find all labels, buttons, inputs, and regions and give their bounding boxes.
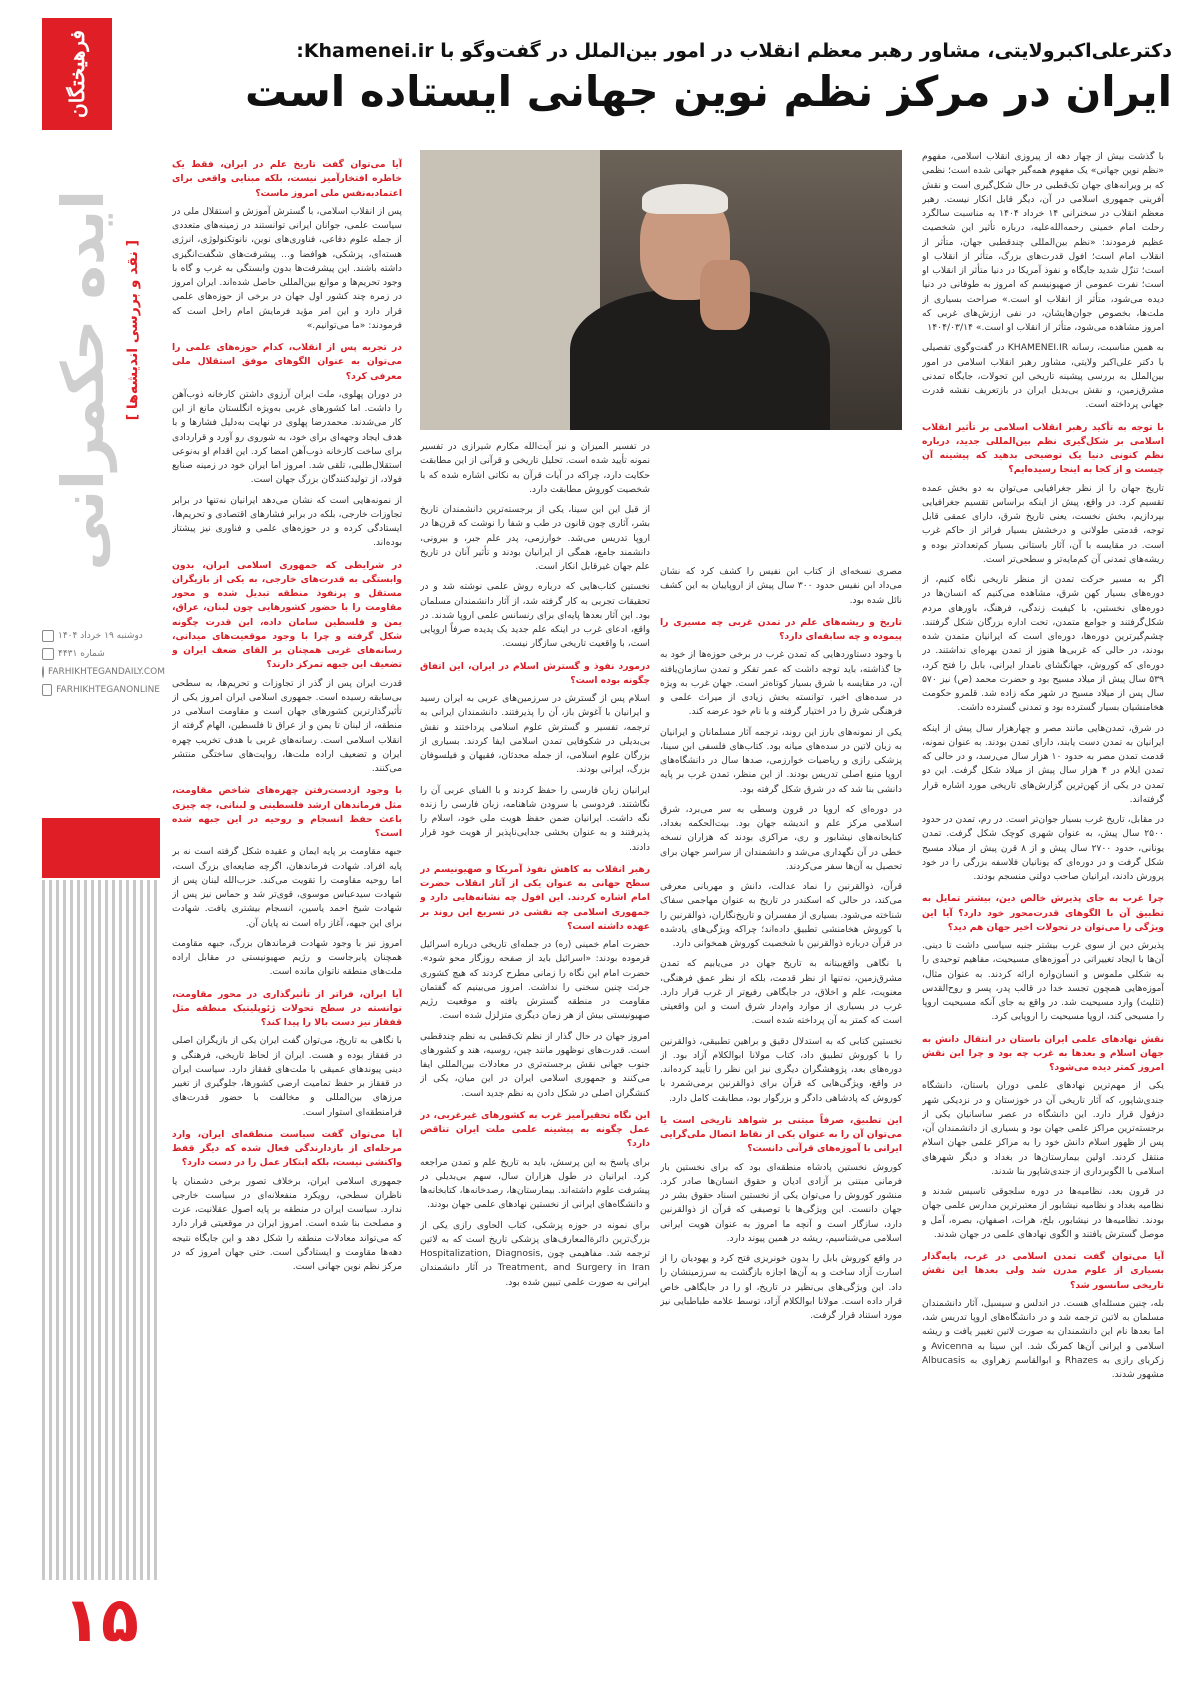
question-heading: آیا می‌توان گفت سیاست منطقه‌ای ایران، وارد مرحله‌ای از بازدارندگی فعال شده که دیگر قفط واکنشی نیست، بلکه ابتکار عمل را در دست دارد؟ — [172, 1128, 402, 1169]
question-heading: تاریخ و ریشه‌های علم در تمدن غربی چه مسیری را پیموده و چه سابقه‌ای دارد؟ — [660, 616, 902, 642]
paragraph: در مقابل، تاریخ غرب بسیار جوان‌تر است. در رم، تمدن در حدود ۲۵۰۰ سال پیش، به عنوان شهری کوچک شکل گرفت. تمدن یونانی، حدود ۲۷۰۰ سال پیش و از ۸ قرن پیش از میلاد مسیح شکل گرفت و در دوره‌ای که یونانیان فلاسفه بزرگی را در خود پرورش دادند، ایرانیان صاحب دولتی منسجم بودند. — [922, 814, 1164, 882]
paragraph: در دوره‌ای که اروپا در قرون وسطی به سر می‌برد، شرق اسلامی مرکز علم و اندیشه جهان بود. بیت‌الحکمه بغداد، کتابخانه‌های نیشابور و ری، مراکزی بودند که هزاران نسخه خطی در آن نگهداری می‌شد و دانشمندان از سراسر جهان برای تحصیل به آن‌ها سفر می‌کردند. — [660, 803, 902, 872]
striped-decoration — [42, 880, 160, 1650]
question-heading: با وجود ازدست‌رفتن چهره‌های شاخص مقاومت، مثل فرماندهان ارشد فلسطینی و لبنانی، چه چیزی باعث حفظ انسجام و روحیه در این جبهه شده است؟ — [172, 785, 402, 839]
paragraph: یکی از مهم‌ترین نهادهای علمی دوران باستان، دانشگاه جندی‌شاپور، که آثار تاریخی آن در خوزستان و در نزدیکی شهر دزفول قرار دارد. این دانشگاه در عصر ساسانیان یکی از برجسته‌ترین مراکز علمی جهان بود و بسیاری از دانشمندان آن، پس از ظهور اسلام دانش خود را به مراکز علمی جهان اسلام منتقل کردند. اولین بیمارستان‌ها در بغداد و دیگر شهرهای اسلامی با الگوبرداری از جندی‌شاپور بنا شدند. — [922, 1080, 1164, 1177]
paragraph: جبهه مقاومت بر پایه ایمان و عقیده شکل گرفته است نه بر پایه افراد. شهادت فرماندهان، اگرچه ضایعه‌ای بزرگ است، اما روحیه مقاومت را تقویت می‌کند. حزب‌الله لبنان پس از شهادت سیدعباس موسوی، قوی‌تر شد و حماس نیز پس از شهادت شیخ احمد یاسین، انسجام بیشتری یافت. شهادت برای این جبهه، آغاز راه است نه پایان آن. — [172, 846, 402, 929]
paragraph: یکی از نمونه‌های بارز این روند، ترجمه آثار مسلمانان و ایرانیان به زبان لاتین در سده‌های میانه بود. کتاب‌های فلسفی ابن سینا، پزشکی رازی و ریاضیات خوارزمی، صدها سال در دانشگاه‌های اروپا منبع اصلی تدریس بودند. از این منظر، تمدن غرب بر پایه دانشی بنا شد که در شرق شکل گرفته بود. — [660, 726, 902, 795]
article-kicker: دکترعلی‌اکبرولایتی، مشاور رهبر معظم انقلاب در امور بین‌الملل در گفت‌وگو با Khamenei.ir: — [296, 40, 1172, 62]
calendar-icon — [42, 630, 54, 642]
paragraph: از نمونه‌هایی است که نشان می‌دهد ایرانیان نه‌تنها در برابر تجاوزات خارجی، بلکه در برابر فشارهای اقتصادی و تحریم‌ها، ایستادگی کرده و در حوزه‌های علمی و فناوری نیز پیشتاز بوده‌اند. — [172, 494, 402, 549]
question-heading: در شرایطی که جمهوری اسلامی ایران، بدون وابستگی به قدرت‌های خارجی، به یکی از بازیگران مستقل و پرنفوذ منطقه تبدیل شده و محور مقاومت را با حضور کشورهایی چون لبنان، عراق، یمن و فلسطین سامان داده، این قدرت چگونه شکل گرفته و چرا با وجود موقعیت‌های میدانی، رسانه‌های غربی همچنان بر القای ضعف ایران و تضعیف این جبهه تمرکز دارند؟ — [172, 559, 402, 671]
paragraph: اگر به مسیر حرکت تمدن از منظر تاریخی نگاه کنیم، از دوره‌های بسیار کهن شرق، مشاهده می‌کنیم که انسان‌ها در دوره‌های نخستین، با کیفیت زندگی، فرهنگ، باورهای مردم شکل‌گرفتند و جوامع متمدن، تحت اداره بزرگان شکل گرفتند. چشم‌گیرترین دوره‌ها، دوره‌ای است که ایرانیان متمدن شده بودند، در حالی که غربی‌ها هنوز از تمدن بهره‌ای نداشتند. در دوره‌ای که کوروش، جهانگشای نامدار ایرانی، بابل را فتح کرد، ۵۳۹ سال پیش از میلاد مسیح بود و حضرت محمد (ص) نیز ۵۷۰ سال پس از میلاد مسیح در شهر مکه زاده شد. قلمرو حکومت هخامنشیان بسیار گسترده بود و تمدنی گسترده داشت. — [922, 574, 1164, 714]
article-column-2 — [660, 565, 902, 1670]
document-icon — [42, 648, 54, 660]
question-heading: آیا می‌توان گفت تمدن اسلامی در غرب، پایه‌گذار بسیاری از علوم مدرن شد ولی بعدها این نقش تاریخی سانسور شد؟ — [922, 1251, 1164, 1291]
paragraph: قرآن، ذوالقرنین را نماد عدالت، دانش و مهربانی معرفی می‌کند، در حالی که اسکندر در تاریخ به عنوان مهاجمی سفاک شناخته می‌شود. بسیاری از مفسران و تاریخ‌نگاران، ذوالقرنین را با کوروش هخامنشی تطبیق داده‌اند؛ چراکه ویژگی‌های یادشده در قرآن درباره ذوالقرنین با شخصیت کوروش همخوانی دارد. — [660, 881, 902, 949]
website-link[interactable]: FARHIKHTEGANDAILY.COM — [48, 667, 165, 677]
paragraph: نخستین کتاب‌هایی که درباره روش علمی نوشته شد و در تحقیقات تجربی به کار گرفته شد، از آثار دانشمندان مسلمان بود. این آثار بعدها پایه‌ای برای رنسانس علمی اروپا شدند. در واقع، ادعای غرب در اینکه علم جدید یک پدیده صرفاً اروپایی است، با واقعیت تاریخی سازگار نیست. — [420, 581, 650, 650]
issue-date: دوشنبه ۱۹ خرداد ۱۴۰۴ — [58, 631, 143, 641]
section-subtitle — [120, 190, 146, 470]
issue-number: شماره ۴۴۳۱ — [58, 649, 105, 659]
paragraph: جمهوری اسلامی ایران، برخلاف تصور برخی دشمنان یا ناظران سطحی، رویکرد منفعلانه‌ای در سیاست خارجی ندارد. سیاست ایران در منطقه بر پایه اصول عقلانیت، عزت و مصلحت بنا شده است. امروز ایران در موقعیتی قرار دارد که می‌تواند معادلات منطقه را شکل دهد و این جایگاه نتیجه دهه‌ها مقاومت و ایستادگی است. حتی جهان امروز که در مرکز نظم نوین جهانی است. — [172, 1175, 402, 1272]
logo-text: فرهیختگان — [65, 30, 89, 118]
paragraph: امروز جهان در حال گذار از نظم تک‌قطبی به نظم چندقطبی است. قدرت‌های نوظهور مانند چین، روسیه، هند و کشورهای جنوب جهانی نقش برجسته‌تری در معادلات بین‌المللی ایفا می‌کنند و جمهوری اسلامی ایران در این میان، یکی از کنشگران اصلی در شکل دادن به نظم جدید است. — [420, 1030, 650, 1099]
paragraph: در قرون بعد، نظامیه‌ها در دوره سلجوقی تاسیس شدند و نظامیه بغداد و نظامیه نیشابور از معتبرترین مدارس علمی جهان بودند. نظامیه‌ها در نیشابور، بلخ، هرات، اصفهان، بصره، آمل و موصل گسترش یافتند و الگوی نهادهای علمی در جهان شدند. — [922, 1186, 1164, 1240]
question-heading: این نگاه تحقیرآمیز غرب به کشورهای غیرغربی، در عمل چگونه به پیشینه علمی ملت ایران تناقض دارد؟ — [420, 1109, 650, 1150]
article-photo — [420, 150, 902, 430]
section-subtitle-text: [ نقد و بررسی اندیشه‌ها ] — [125, 239, 141, 421]
question-heading: این تطبیق، صرفاً مبتنی بر شواهد تاریخی است یا می‌توان آن را به عنوان یکی از نقاط اتصال ملی‌گرایی ایرانی با آموزه‌های قرآنی دانست؟ — [660, 1114, 902, 1155]
paragraph: در واقع کوروش بابل را بدون خونریزی فتح کرد و یهودیان را از اسارت آزاد ساخت و به آن‌ها اجازه بازگشت به سرزمینشان را داد. این ویژگی‌های بی‌نظیر در تاریخ، او را در جایگاهی خاص قرار داده است. مولانا ابوالکلام آزاد، توسط علامه طباطبایی نیز مورد استناد قرار گرفت. — [660, 1253, 902, 1321]
paragraph: نخستین کتابی که به استدلال دقیق و براهین تطبیقی، ذوالقرنین را با کوروش تطبیق داد، کتاب مولانا ابوالکلام آزاد بود. از دوره‌های بعد، پژوهشگران دیگری نیز این نظر را تأیید کرده‌اند. در واقع، ویژگی‌هایی که قرآن برای ذوالقرنین برمی‌شمرد با کوروش که پادشاهی دادگر و بزرگوار بود، مطابقت کامل دارد. — [660, 1035, 902, 1104]
paragraph: پس از انقلاب اسلامی، با گسترش آموزش و استقلال ملی در سیاست علمی، جوانان ایرانی توانستند در زمینه‌های متعددی از جمله علوم دفاعی، فناوری‌های نوین، نانوتکنولوژی، انرژی هسته‌ای، پزشکی، هوافضا و... پیشرفت‌های شگفت‌انگیزی داشته باشند. این پیشرفت‌ها بدون وابستگی به غرب و گاه با وجود تحریم‌ها و موانع بین‌المللی حاصل شده‌اند. ایران امروز در زمره چند کشور اول جهان در برخی از حوزه‌های علمی قرار دارد و این امر مؤید فرمایش امام راحل است که فرمودند: «ما می‌توانیم.» — [172, 205, 402, 331]
social-icon — [42, 684, 52, 696]
paragraph: با گذشت بیش از چهار دهه از پیروزی انقلاب اسلامی، مفهوم «نظم نوین جهانی» یک مفهوم همه‌گیر جهانی شده است؛ نظمی که بر ویرانه‌های جهان تک‌قطبی در حال شکل‌گیری است و نقش آفرینی جمهوری اسلامی در آن، دیگر قابل انکار نیست. رهبر معظم انقلاب در سخنرانی ۱۴ خرداد ۱۴۰۴ به مناسبت سالگرد رحلت امام خمینی رحمه‌الله‌علیه، درباره تأثیر این شخصیت عظیم فرمودند: «نظم بین‌المللی چندقطبی جهان، متأثر از انقلاب امام است؛ افول قدرت‌های بزرگ، متأثر از انقلاب او است؛ تنزّل شدید جایگاه و نفوذ آمریکا در دنیا متأثر از انقلاب او است؛ نفرت عمومی از صهیونیسم که امروز به طوفانی در دنیا دیده می‌شود، متأثر از انقلاب او است.» صراحت بسیاری از ملت‌ها، بخصوص جوان‌هایشان، در نفی ارزش‌های غربی که امروز مشاهده می‌شود، متأثر از انقلاب او است.» ۱۴۰۴/۰۳/۱۴ — [922, 151, 1164, 333]
paragraph: برای پاسخ به این پرسش، باید به تاریخ علم و تمدن مراجعه کرد. ایرانیان در طول هزاران سال، سهم بی‌بدیلی در پیشرفت علوم داشته‌اند. بیمارستان‌ها، رصدخانه‌ها، کتابخانه‌ها و دانشگاه‌های ایرانی از نخستین نهادهای علمی جهان بودند. — [420, 1156, 650, 1211]
question-heading: چرا غرب به جای پذیرش خالص دین، بیشتر تمایل به تطبیق آن با الگوهای قدرت‌محور خود دارد؟ آیا این ویژگی را می‌توان در تحولات اخیر جهان هم دید؟ — [922, 893, 1164, 933]
question-heading: رهبر انقلاب به کاهش نفوذ آمریکا و صهیونیسم در سطح جهانی به عنوان یکی از آثار انقلاب حضرت امام اشاره کردند. این افول چه نشانه‌هایی دارد و جمهوری اسلامی چه نقشی در تسریع این روند بر عهده داشته است؟ — [420, 863, 650, 932]
paragraph: در دوران پهلوی، ملت ایران آرزوی داشتن کارخانه ذوب‌آهن را داشت. اما کشورهای غربی به‌ویژه انگلستان مانع از این کار می‌شدند. محمدرضا پهلوی در نهایت به‌دلیل فشارها و با هدف ایجاد وجهه‌ای برای خود، به شوروی رو آورد و قراردادی برای ساخت کارخانه ذوب‌آهن امضا کرد. این اقدام او به‌نوعی استقلال‌طلبی، تلقی شد. امروز اما ایران خود در زمینه صنایع فولاد، از تولیدکنندگان بزرگ جهان است. — [172, 388, 402, 486]
paragraph: اسلام پس از گسترش در سرزمین‌های عربی به ایران رسید و ایرانیان با آغوش باز، آن را پذیرفتند. دانشمندان ایرانی به ترجمه، تفسیر و گسترش علوم اسلامی پرداختند و نقش بی‌بدیلی در شکوفایی تمدن اسلامی ایفا کردند. بسیاری از بزرگان علوم اسلامی، از جمله محدثان، فقیهان و فیلسوفان بزرگ، ایرانی بودند. — [420, 693, 650, 776]
question-heading: آیا می‌توان گفت تاریخ علم در ایران، فقط یک خاطره افتخارآمیز نیست، بلکه مبنایی واقعی برای اعتمادبه‌نفس ملی امروز ماست؟ — [172, 159, 402, 199]
paragraph: به همین مناسبت، رسانه KHAMENEI.IR در گفت‌وگوی تفصیلی با دکتر علی‌اکبر ولایتی، مشاور رهبر انقلاب اسلامی در امور بین‌الملل به بررسی پیشینه تاریخی این تحولات، جایگاه تمدنی مشرق‌زمین، و نقش بی‌بدیل ایران در بازتعریف نقشه قدرت جهانی پرداخته است. — [922, 342, 1164, 411]
page-number: ۱۵ — [42, 1580, 160, 1660]
paragraph: در تفسیر المیزان و نیز آیت‌الله مکارم شیرازی در تفسیر نمونه تأیید شده است. تحلیل تاریخی و قرآنی از این مطابقت حکایت دارد، چراکه در آیات قرآن به نکاتی اشاره شده که با شخصیت کوروش مطابقت دارد. — [420, 441, 650, 495]
paragraph: از قبل این ابن سینا، یکی از برجسته‌ترین دانشمندان تاریخ بشر، آثاری چون قانون در طب و شفا را نوشت که قرن‌ها در اروپا تدریس می‌شد. خوارزمی، پدر علم جبر، و بیرونی، دانشمند جامع، همگی از ایرانیان بودند و تأثیر آنان در تاریخ علم جهان غیرقابل انکار است. — [420, 504, 650, 572]
paragraph: امروز نیز با وجود شهادت فرماندهان بزرگ، جبهه مقاومت همچنان پابرجاست و رژیم صهیونیستی در مقابل اراده ملت‌های منطقه ناتوان مانده است. — [172, 937, 402, 978]
question-heading: در تجربه پس از انقلاب، کدام حوزه‌های علمی را می‌توان به عنوان الگوهای موفق استقلال ملی معرفی کرد؟ — [172, 342, 402, 382]
article-column-3 — [420, 440, 650, 1670]
newspaper-logo[interactable] — [42, 18, 112, 130]
section-title — [48, 140, 118, 620]
paragraph: در شرق، تمدن‌هایی مانند مصر و چهارهزار سال پیش از اینکه ایرانیان به تمدن دست یابند، دارای تمدن بودند. به عنوان نمونه، قدمت تمدن مصر به حدود ۱۰ هزار سال می‌رسد، و در حالی که تمدن ایلام در ۴ هزار سال پیش از میلاد شکل گرفت. این دو تمدن در یکی از کهن‌ترین گزارش‌های تاریخی مورد اشاره قرار گرفته‌اند. — [922, 722, 1164, 805]
article-column-4 — [172, 150, 402, 1670]
paragraph: با وجود دستاوردهایی که تمدن غرب در برخی حوزه‌ها از خود به جا گذاشته، باید توجه داشت که عمر تفکر و تمدن سازمان‌یافته آن، در مقایسه با شرق بسیار کوتاه‌تر است. جهان غرب به ویژه در سده‌های اخیر، توانسته بخش زیادی از میراث علمی و فرهنگی شرق را در اختیار گرفته و با نام خود عرضه کند. — [660, 649, 902, 718]
issue-meta — [42, 630, 165, 702]
question-heading: درمورد نفوذ و گسترش اسلام در ایران، این اتفاق چگونه بوده است؟ — [420, 660, 650, 686]
paragraph: برای نمونه در حوزه پزشکی، کتاب الحاوی رازی یکی از بزرگ‌ترین دائرةالمعارف‌های پزشکی تاریخ است که به لاتین ترجمه شد. مفاهیمی چون Hospitalization, Diagnosis, Treatment, and Surgery in Iran در آثار دانشمندان ایرانی به صورت علمی تبیین شده بود. — [420, 1219, 650, 1288]
paragraph: قدرت ایران پس از گذر از تجاوزات و تحریم‌ها، به سطحی بی‌سابقه رسیده است. جمهوری اسلامی ایران امروز یکی از تأثیرگذارترین کشورهای جهان است و مقاومت اسلامی در منطقه، از لبنان تا یمن و از عراق تا فلسطین، الهام گرفته از انقلاب اسلامی است. رسانه‌های غربی با هدف تخریب چهره ایران و تضعیف اراده ملت‌ها، روایت‌های ساختگی منتشر می‌کنند. — [172, 677, 402, 774]
question-heading: نقش نهادهای علمی ایران باستان در انتقال دانش به جهان اسلام و بعدها به غرب چه بود و چرا این نقش امروز کمتر دیده می‌شود؟ — [922, 1033, 1164, 1073]
section-title-text: ایده حکمرانی — [49, 189, 117, 571]
sidebar — [0, 0, 165, 1700]
question-heading: با توجه به تأکید رهبر انقلاب اسلامی بر تأثیر انقلاب اسلامی بر شکل‌گیری نظم بین‌المللی جدید، درباره نظم کنونی دنیا یک توضیحی بدهید که پیشینه آن چیست و از کجا به اینجا رسیده‌ایم؟ — [922, 421, 1164, 476]
social-handle[interactable]: FARHIKHTEGANONLINE — [56, 685, 160, 695]
paragraph: با نگاهی واقع‌بینانه به تاریخ جهان در می‌یابیم که تمدن مشرق‌زمین، نه‌تنها از نظر قدمت، بلکه از نظر عمق فرهنگی، معنویت، علم و اخلاق، در جایگاهی رفیع‌تر از غرب قرار دارد. غرب در بسیاری از موارد وام‌دار شرق است و این واقعیتی است که کمتر به آن پرداخته شده است. — [660, 958, 902, 1027]
globe-icon — [42, 666, 44, 678]
article-header — [172, 40, 1172, 116]
red-accent-bar — [42, 818, 160, 878]
article-column-1 — [922, 150, 1164, 1670]
question-heading: آیا ایران، فراتر از تأثیرگذاری در محور مقاومت، توانسته در سطح تحولات ژئوپلیتیک منطقه مثل قفقاز نیز دست بالا را پیدا کند؟ — [172, 988, 402, 1028]
paragraph: مصری نسخه‌ای از کتاب ابن نفیس را کشف کرد که نشان می‌داد ابن نفیس حدود ۳۰۰ سال پیش از اروپاییان به این کشف نائل شده بود. — [660, 566, 902, 606]
paragraph: پذیرش دین از سوی غرب بیشتر جنبه سیاسی داشت تا دینی. آن‌ها با ایجاد تغییراتی در آموزه‌های مسیحیت، مفاهیم توحیدی را به شکلی ملموس و انسان‌واره ارائه کردند. به عنوان مثال، آموزه‌هایی همچون تجسد خدا در قالب پدر، پسر و روح‌القدس (تثلیث) وارد مسیحیت شد. در واقع به جای آنکه مسیحیت اروپا را مسیحی کند، اروپا مسیحیت را اروپایی کرد. — [922, 940, 1164, 1023]
paragraph: ایرانیان زبان فارسی را حفظ کردند و با الفبای عربی آن را نگاشتند. فردوسی با سرودن شاهنامه، زبان فارسی را زنده نگه داشت. ایرانیان ضمن حفظ هویت ملی خود، اسلام را پذیرفتند و به عنوان بخشی جدایی‌ناپذیر از هویت خود قرار دادند. — [420, 784, 650, 853]
paragraph: کوروش نخستین پادشاه منطقه‌ای بود که برای نخستین بار فرمانی مبتنی بر آزادی ادیان و حقوق انسان‌ها صادر کرد. منشور کوروش را می‌توان یکی از نخستین اسناد حقوق بشر در جهان دانست. این ویژگی‌ها با توصیفی که قرآن از ذوالقرنین دارد، سازگار است و آنچه ما امروز به عنوان هویت ایرانی اسلامی می‌شناسیم، ریشه در همین پیوند دارد. — [660, 1161, 902, 1244]
paragraph: با نگاهی به تاریخ، می‌توان گفت ایران یکی از بازیگران اصلی در قفقاز بوده و هست. ایران از لحاظ تاریخی، فرهنگی و دینی پیوندهای عمیقی با ملت‌های قفقاز دارد. سیاست ایران در قفقاز بر حفظ تمامیت ارضی کشورها، جلوگیری از تغییر مرزهای بین‌المللی و مخالفت با حضور قدرت‌های فرامنطقه‌ای استوار است. — [172, 1035, 402, 1118]
article-headline: ایران در مرکز نظم نوین جهانی ایستاده است — [245, 67, 1172, 116]
paragraph: بله، چنین مسئله‌ای هست. در اندلس و سیسیل، آثار دانشمندان مسلمان به لاتین ترجمه شد و در دانشگاه‌های اروپا تدریس شد، اما بعدها نام این دانشمندان به صورت لاتین تغییر یافت و ریشه اسلامی و ایرانی آن‌ها کمرنگ شد. ابن سینا به Avicenna و زکریای رازی به Rhazes و ابوالقاسم زهراوی به Albucasis مشهور شدند. — [922, 1297, 1164, 1380]
paragraph: تاریخ جهان را از نظر جغرافیایی می‌توان به دو بخش عمده تقسیم کرد. در واقع، پیش از اینکه براساس تقسیم جغرافیایی بپردازیم، بخش نخست، یعنی تاریخ شرق، دارای عمقی قابل توجه، قدمتی طولانی و درخشش بسیار فراتر از حاکم غرب است. در مقایسه با آن، آثار باستانی بسیار کم‌تعدادتر بوده و ریشه‌های تمدنی آن کم‌مایه‌تر و سطحی‌تر است. — [922, 482, 1164, 565]
paragraph: حضرت امام خمینی (ره) در جمله‌ای تاریخی درباره اسرائیل فرموده بودند: «اسرائیل باید از صفحه روزگار محو شود». حضرت امام این نگاه را زمانی مطرح کردند که هیچ کشوری جرئت چنین سخنی را نداشت. امروز می‌بینیم که گفتمان مقاومت در منطقه گسترش یافته و موقعیت رژیم صهیونیستی بیش از هر زمان دیگری متزلزل شده است. — [420, 939, 650, 1022]
